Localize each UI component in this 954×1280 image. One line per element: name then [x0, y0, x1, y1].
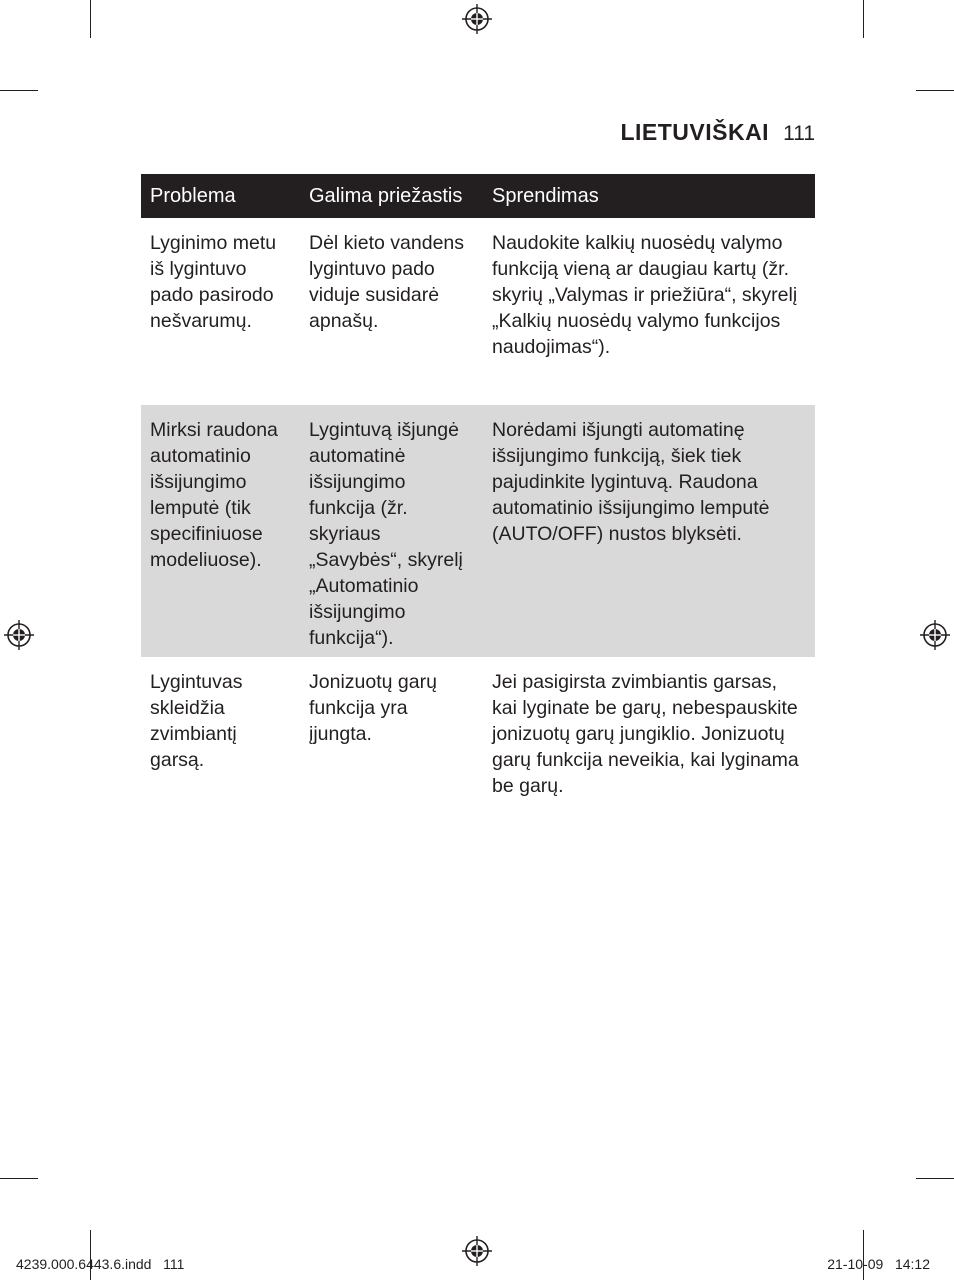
column-header-solution: Sprendimas: [483, 174, 815, 218]
crop-mark-bottom-right-vertical: [863, 1230, 864, 1280]
page-number: 111: [783, 122, 815, 145]
cause-cell: Lygintuvą išjungė automatinė išsijungimo funkcija (žr. skyriaus „Savybės“, skyrelį „Automatinio išsijungimo funkcija“).: [300, 405, 483, 657]
crop-mark-top-right-vertical: [863, 0, 864, 38]
column-header-problem: Problema: [141, 174, 300, 218]
crop-mark-bottom-left-horizontal: [0, 1178, 38, 1179]
crop-mark-top-right-horizontal: [916, 90, 954, 91]
footer-file-name: 4239.000.6443.6.indd 111: [16, 1256, 185, 1272]
solution-cell: Norėdami išjungti automatinę išsijungimo funkciją, šiek tiek pajudinkite lygintuvą. Raudona automatinio išsijungimo lemputė (AUTO/OFF) nustos blyksėti.: [483, 405, 815, 657]
table-header-row: [141, 174, 815, 218]
problem-cell: Mirksi raudona automatinio išsijungimo lemputė (tik specifiniuose modeliuose).: [141, 405, 300, 657]
registration-mark-icon: [4, 620, 34, 650]
table-row: [141, 657, 815, 807]
table-row: [141, 218, 815, 405]
crop-mark-bottom-left-vertical: [90, 1230, 91, 1280]
column-header-cause: Galima priežastis: [300, 174, 483, 218]
crop-mark-top-left-horizontal: [0, 90, 38, 91]
registration-mark-icon: [462, 1236, 492, 1266]
registration-mark-icon: [462, 4, 492, 34]
cause-cell: Dėl kieto vandens lygintuvo pado viduje susidarė apnašų.: [309, 232, 465, 332]
troubleshooting-table: [141, 174, 815, 807]
page-header: [620, 119, 815, 146]
problem-cell: Lyginimo metu iš lygintuvo pado pasirodo nešvarumų.: [150, 232, 277, 332]
crop-mark-top-left-vertical: [90, 0, 91, 38]
problem-cell: Lygintuvas skleidžia zvimbiantį garsą.: [150, 671, 243, 771]
language-title: LIETUVIŠKAI: [620, 119, 770, 145]
registration-mark-icon: [920, 620, 950, 650]
cause-cell: Jonizuotų garų funkcija yra įjungta.: [309, 671, 437, 745]
table-row: [141, 405, 815, 657]
solution-cell: Jei pasigirsta zvimbiantis garsas, kai lyginate be garų, nebespauskite jonizuotų garų jungiklio. Jonizuotų garų funkcija neveikia, kai lyginama be garų.: [492, 671, 799, 797]
crop-mark-bottom-right-horizontal: [916, 1178, 954, 1179]
solution-cell: Naudokite kalkių nuosėdų valymo funkciją vieną ar daugiau kartų (žr. skyrių „Valymas ir priežiūra“, skyrelį „Kalkių nuosėdų valymo funkcijos naudojimas“).: [492, 232, 798, 358]
footer-date-time: 21-10-09 14:12: [827, 1256, 930, 1272]
